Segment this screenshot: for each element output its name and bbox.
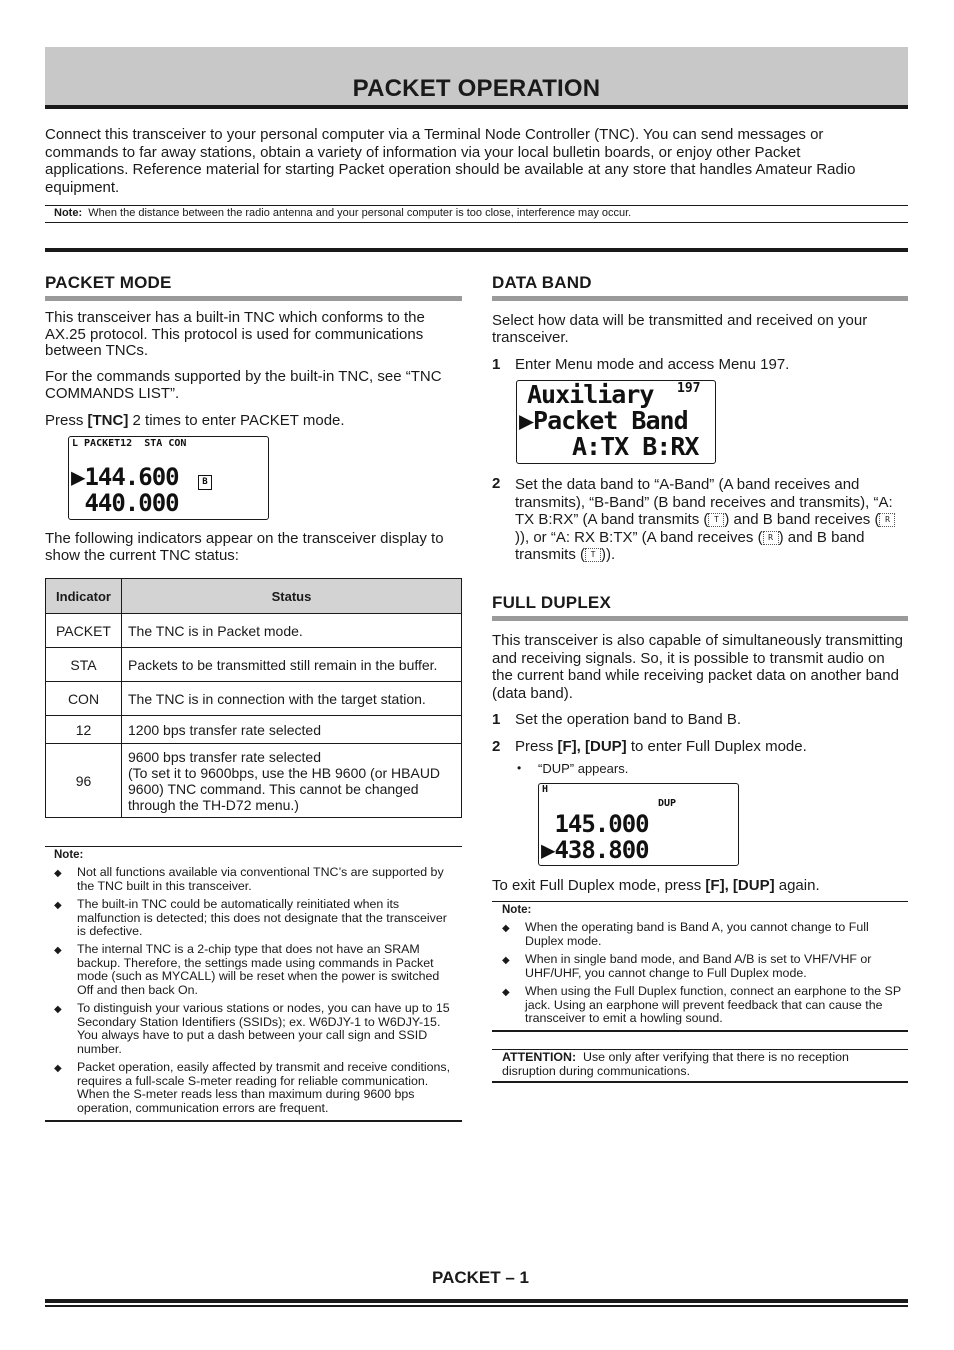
step2-text: )). — [601, 546, 616, 563]
full-duplex-step2 — [515, 739, 905, 756]
step-number: 2 — [492, 738, 501, 755]
full-duplex-heading: FULL DUPLEX — [492, 593, 612, 612]
title-banner — [45, 47, 908, 109]
note-divider-bottom — [45, 222, 908, 223]
bullet-icon: ◆ — [502, 987, 510, 998]
table-row — [46, 614, 462, 648]
step-number: 2 — [492, 475, 501, 492]
note-item: To distinguish your various stations or nodes, you can have up to 15 Secondary Station Identifiers (SSIDs); ex. W6DJY-1 to W6DJY-15. You always have to put a dash between your call sign and SSID number. — [77, 1001, 450, 1056]
step2-text: ) and B band receives ( — [724, 511, 880, 528]
notes-divider-top — [492, 901, 908, 902]
tx-icon: T — [708, 513, 724, 527]
bullet-icon: ◆ — [54, 945, 62, 956]
f-dup-key: [F], [DUP] — [557, 738, 627, 755]
table-cell-indicator: STA — [46, 648, 122, 682]
step2-text: ) and B band transmits ( — [515, 528, 865, 563]
lcd-status-line: L PACKET12 STA CON — [72, 438, 187, 449]
data-band-heading-bar — [492, 296, 908, 301]
lcd-dup-indicator: DUP — [658, 798, 677, 809]
lcd-frequency-b: 440.000 — [71, 489, 179, 517]
note-divider-top — [45, 205, 908, 206]
step2-text: Press — [515, 738, 558, 755]
table-cell-indicator: 12 — [46, 716, 122, 744]
note-item: The built-in TNC could be automatically reinitiated when its malfunction is detected; this does not designate that the transceiver is defective. — [77, 897, 447, 939]
lcd-frequency-a: 145.000 — [541, 810, 649, 838]
notes-divider-bottom — [492, 1030, 908, 1032]
rx-icon: R — [879, 513, 895, 527]
indicators-intro: The following indicators appear on the transceiver display to show the current TNC status: — [45, 530, 444, 564]
tx-icon: T — [585, 548, 601, 562]
section-divider — [45, 248, 908, 252]
top-note — [54, 207, 631, 219]
notes-label: Note: — [54, 849, 84, 861]
table-cell-indicator: PACKET — [46, 614, 122, 648]
page-footer: PACKET – 1 — [432, 1268, 529, 1287]
notes-divider-bottom — [45, 1120, 462, 1122]
exit-text-end: again. — [774, 877, 820, 894]
instruction-text: Press — [45, 412, 88, 429]
page-title: PACKET OPERATION — [352, 75, 601, 102]
table-cell-status — [122, 744, 462, 818]
step-number: 1 — [492, 356, 501, 373]
note-item: The internal TNC is a 2-chip type that does not have an SRAM backup. Therefore, the settings made using commands in Packet mode (such as MYCALL) will be reset when the power is switched Off and then back On. — [77, 942, 440, 997]
packet-mode-commands-ref: For the commands supported by the built-in TNC, see “TNC COMMANDS LIST”. — [45, 368, 442, 402]
top-note-label: Note: — [54, 207, 83, 219]
tnc-key: [TNC] — [87, 412, 129, 429]
lcd-band-badge: B — [198, 475, 212, 490]
step2-text: )), or “A: RX B:TX” (A band receives ( — [515, 528, 763, 546]
f-dup-key: [F], [DUP] — [705, 877, 775, 894]
full-duplex-heading-bar — [492, 616, 908, 621]
table-row — [46, 648, 462, 682]
bullet-icon: ◆ — [54, 900, 62, 911]
full-duplex-intro: This transceiver is also capable of simultaneously transmitting and receiving signals. So, it is possible to transmit audio on the current band while receiving packet data on another band (data band). — [492, 632, 904, 702]
packet-mode-instruction — [45, 413, 460, 430]
bullet-icon: ◆ — [54, 1004, 62, 1015]
lcd-menu-item: ▶Packet Band — [519, 406, 688, 435]
packet-mode-heading: PACKET MODE — [45, 273, 172, 292]
instruction-text-end: 2 times to enter PACKET mode. — [128, 412, 345, 429]
note-item: When the operating band is Band A, you cannot change to Full Duplex mode. — [525, 920, 869, 948]
bullet-icon: ◆ — [502, 923, 510, 934]
sub-bullet-dot: • — [517, 761, 522, 775]
table-cell-indicator: CON — [46, 682, 122, 716]
status-detail: (To set it to 9600bps, use the HB 9600 (or HBAUD 9600) TNC command. This cannot be changed through the TH-D72 menu.) — [128, 764, 441, 813]
table-row — [46, 744, 462, 818]
title-divider — [45, 107, 908, 109]
lcd-frequency-a: ▶144.600 — [71, 463, 179, 491]
top-note-text: When the distance between the radio antenna and your personal computer is too close, interference may occur. — [88, 207, 632, 219]
step2-text: Set the data band to “A-Band” (A band receives and transmits), “B-Band” (B band receives and transmits), “A: TX B:RX” (A band transmits ( — [515, 476, 893, 528]
lcd-packet-display — [68, 436, 269, 520]
full-duplex-step1: Set the operation band to Band B. — [515, 711, 742, 728]
bullet-icon: ◆ — [54, 1063, 62, 1074]
exit-duplex-instruction — [492, 878, 904, 895]
lcd-corner-indicator: H — [542, 784, 549, 795]
lcd-menu-display — [516, 380, 716, 464]
dup-appears-note: “DUP” appears. — [538, 761, 629, 776]
rx-icon: R — [763, 531, 779, 545]
notes-label: Note: — [502, 904, 532, 916]
lcd-duplex-display — [538, 783, 739, 866]
note-item: When using the Full Duplex function, connect an earphone to the SP jack. Using an earphone will prevent feedback that can cause the transceiver to emit a howling sound. — [525, 984, 901, 1026]
packet-mode-heading-bar — [45, 296, 462, 301]
table-header-indicator: Indicator — [46, 579, 122, 614]
note-item: Packet operation, easily affected by transmit and receive conditions, requires a full-scale S-meter reading for reliable communication. When the S-meter reads less than maximum during 9600 bps operation, communication errors are frequent. — [77, 1060, 451, 1115]
intro-paragraph: Connect this transceiver to your personal computer via a Terminal Node Controller (TNC). You can send messages or commands to far away stations, obtain a variety of information via your local bulletin boards, or enjoy other Packet applications. Reference material for starting Packet operation should be available at any store that handles Amateur Radio equipment. — [45, 126, 856, 196]
step-number: 1 — [492, 711, 501, 728]
data-band-step1: Enter Menu mode and access Menu 197. — [515, 356, 790, 373]
attention-text: Use only after verifying that there is no reception disruption during communications. — [502, 1050, 849, 1078]
notes-divider-top — [45, 846, 462, 847]
table-row — [46, 716, 462, 744]
bullet-icon: ◆ — [502, 955, 510, 966]
table-cell-indicator: 96 — [46, 744, 122, 818]
lcd-menu-number: 197 — [677, 381, 701, 396]
table-row — [46, 682, 462, 716]
packet-mode-intro: This transceiver has a built-in TNC which conforms to the AX.25 protocol. This protocol is used for communications between TNCs. — [45, 309, 425, 359]
status-line: 9600 bps transfer rate selected — [128, 748, 322, 765]
indicator-table — [45, 578, 462, 818]
lcd-menu-value: A:TX B:RX — [572, 432, 699, 461]
table-cell-status: Packets to be transmitted still remain in the buffer. — [122, 648, 462, 682]
lcd-frequency-b: ▶438.800 — [541, 836, 649, 864]
bullet-icon: ◆ — [54, 868, 62, 879]
attention-label: ATTENTION: — [502, 1050, 577, 1064]
table-header-status: Status — [122, 579, 462, 614]
table-cell-status: 1200 bps transfer rate selected — [122, 716, 462, 744]
note-item: When in single band mode, and Band A/B is set to VHF/VHF or UHF/UHF, you cannot change to Full Duplex mode. — [525, 952, 872, 980]
attention-box — [502, 1051, 887, 1078]
table-cell-status: The TNC is in Packet mode. — [122, 614, 462, 648]
data-band-heading: DATA BAND — [492, 273, 592, 292]
data-band-intro: Select how data will be transmitted and received on your transceiver. — [492, 312, 868, 346]
footer-rule-thin — [45, 1305, 908, 1307]
footer-rule — [45, 1299, 908, 1303]
attention-divider-bottom — [492, 1081, 908, 1083]
exit-text: To exit Full Duplex mode, press — [492, 877, 706, 894]
lcd-menu-title: Auxiliary — [527, 380, 654, 409]
table-cell-status: The TNC is in connection with the target station. — [122, 682, 462, 716]
step2-text-end: to enter Full Duplex mode. — [626, 738, 807, 755]
note-item: Not all functions available via conventional TNC’s are supported by the TNC built in this transceiver. — [77, 865, 444, 893]
table-header-row — [46, 579, 462, 614]
data-band-step2 — [515, 476, 905, 564]
